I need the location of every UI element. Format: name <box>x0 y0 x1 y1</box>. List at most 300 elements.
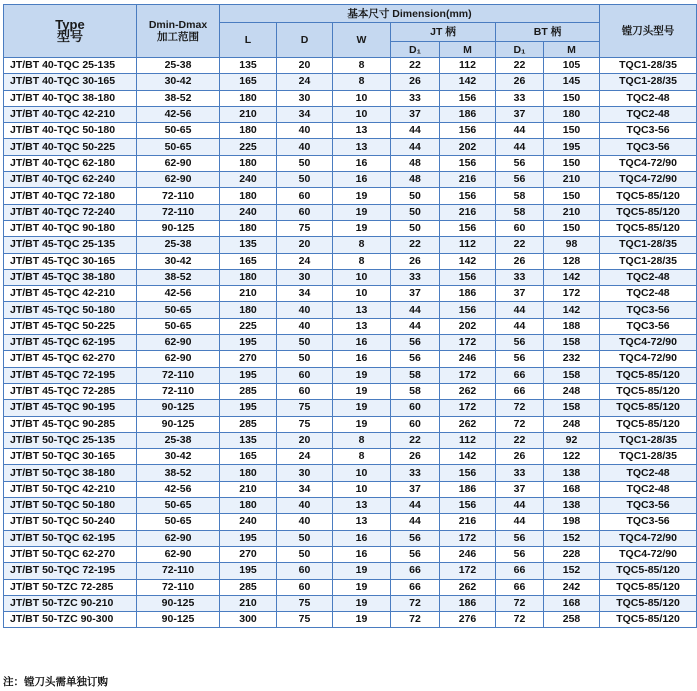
range-cell: 90-125 <box>137 416 220 432</box>
jt-d1-cell: 37 <box>391 481 440 497</box>
range-cell: 25-38 <box>137 432 220 448</box>
l-cell: 195 <box>220 367 277 383</box>
bt-m-cell: 232 <box>544 351 600 367</box>
d-cell: 40 <box>277 318 333 334</box>
model-cell: JT/BT 40-TQC 30-165 <box>4 74 137 90</box>
jt-m-cell: 262 <box>440 579 496 595</box>
spec-sheet <box>3 4 680 628</box>
model-cell: JT/BT 50-TQC 30-165 <box>4 449 137 465</box>
table-row <box>4 74 697 90</box>
w-cell: 19 <box>333 416 391 432</box>
range-cell: 38-52 <box>137 269 220 285</box>
head-model-cell: TQC4-72/90 <box>600 335 697 351</box>
jt-group-header: JT 柄 <box>391 23 496 42</box>
jt-d1-header: D₁ <box>391 42 440 58</box>
w-cell: 19 <box>333 595 391 611</box>
w-cell: 13 <box>333 498 391 514</box>
head-model-cell: TQC2-48 <box>600 90 697 106</box>
model-cell: JT/BT 50-TQC 62-270 <box>4 546 137 562</box>
d-cell: 30 <box>277 465 333 481</box>
w-cell: 13 <box>333 123 391 139</box>
bt-m-cell: 168 <box>544 595 600 611</box>
head-model-cell: TQC5-85/120 <box>600 188 697 204</box>
jt-m-cell: 172 <box>440 335 496 351</box>
model-cell: JT/BT 45-TQC 25-135 <box>4 237 137 253</box>
range-cell: 62-90 <box>137 335 220 351</box>
bt-d1-cell: 26 <box>496 74 544 90</box>
bt-d1-cell: 44 <box>496 302 544 318</box>
head-model-cell: TQC3-56 <box>600 318 697 334</box>
model-cell: JT/BT 40-TQC 50-225 <box>4 139 137 155</box>
w-cell: 13 <box>333 302 391 318</box>
head-model-cell: TQC1-28/35 <box>600 449 697 465</box>
bt-d1-cell: 60 <box>496 220 544 236</box>
w-cell: 13 <box>333 318 391 334</box>
bt-m-cell: 158 <box>544 400 600 416</box>
jt-m-cell: 276 <box>440 612 496 628</box>
l-cell: 210 <box>220 286 277 302</box>
w-cell: 13 <box>333 514 391 530</box>
w-cell: 19 <box>333 367 391 383</box>
model-cell: JT/BT 50-TQC 62-195 <box>4 530 137 546</box>
bt-m-cell: 105 <box>544 58 600 74</box>
head-model-cell: TQC5-85/120 <box>600 367 697 383</box>
jt-m-cell: 142 <box>440 74 496 90</box>
bt-m-cell: 228 <box>544 546 600 562</box>
bt-m-cell: 195 <box>544 139 600 155</box>
l-cell: 270 <box>220 546 277 562</box>
d-cell: 60 <box>277 383 333 399</box>
jt-m-cell: 186 <box>440 595 496 611</box>
jt-m-cell: 216 <box>440 172 496 188</box>
jt-d1-cell: 26 <box>391 253 440 269</box>
jt-m-cell: 246 <box>440 546 496 562</box>
model-cell: JT/BT 45-TQC 30-165 <box>4 253 137 269</box>
d-cell: 30 <box>277 90 333 106</box>
jt-d1-cell: 33 <box>391 90 440 106</box>
jt-m-cell: 156 <box>440 188 496 204</box>
l-cell: 180 <box>220 90 277 106</box>
d-cell: 50 <box>277 546 333 562</box>
head-model-cell: TQC5-85/120 <box>600 383 697 399</box>
w-cell: 19 <box>333 400 391 416</box>
d-cell: 34 <box>277 481 333 497</box>
bt-d1-cell: 72 <box>496 595 544 611</box>
jt-d1-cell: 33 <box>391 269 440 285</box>
bt-m-cell: 138 <box>544 465 600 481</box>
type-header-en: Type <box>55 17 85 32</box>
bt-d1-cell: 26 <box>496 449 544 465</box>
head-model-cell: TQC3-56 <box>600 302 697 318</box>
jt-d1-cell: 44 <box>391 318 440 334</box>
range-cell: 90-125 <box>137 400 220 416</box>
bt-m-cell: 188 <box>544 318 600 334</box>
head-model-cell: TQC4-72/90 <box>600 530 697 546</box>
jt-m-cell: 172 <box>440 400 496 416</box>
w-header: W <box>333 23 391 58</box>
d-cell: 50 <box>277 530 333 546</box>
bt-m-cell: 242 <box>544 579 600 595</box>
jt-d1-cell: 26 <box>391 74 440 90</box>
w-cell: 19 <box>333 579 391 595</box>
table-row <box>4 579 697 595</box>
bt-d1-cell: 56 <box>496 530 544 546</box>
l-cell: 180 <box>220 269 277 285</box>
jt-d1-cell: 50 <box>391 220 440 236</box>
head-model-cell: TQC1-28/35 <box>600 432 697 448</box>
range-cell: 25-38 <box>137 58 220 74</box>
head-model-cell: TQC5-85/120 <box>600 220 697 236</box>
table-row <box>4 530 697 546</box>
l-cell: 270 <box>220 351 277 367</box>
model-cell: JT/BT 45-TQC 50-180 <box>4 302 137 318</box>
table-row <box>4 400 697 416</box>
head-model-cell: TQC5-85/120 <box>600 612 697 628</box>
jt-d1-cell: 56 <box>391 546 440 562</box>
range-cell: 72-110 <box>137 367 220 383</box>
range-cell: 42-56 <box>137 286 220 302</box>
l-cell: 210 <box>220 595 277 611</box>
jt-m-cell: 156 <box>440 498 496 514</box>
d-cell: 20 <box>277 432 333 448</box>
d-cell: 50 <box>277 172 333 188</box>
model-cell: JT/BT 50-TQC 42-210 <box>4 481 137 497</box>
jt-m-cell: 156 <box>440 155 496 171</box>
bt-m-header: M <box>544 42 600 58</box>
bt-d1-cell: 22 <box>496 432 544 448</box>
jt-m-cell: 186 <box>440 286 496 302</box>
table-row <box>4 269 697 285</box>
jt-d1-cell: 37 <box>391 106 440 122</box>
w-cell: 10 <box>333 481 391 497</box>
bt-d1-cell: 33 <box>496 269 544 285</box>
bt-m-cell: 248 <box>544 416 600 432</box>
jt-m-cell: 202 <box>440 139 496 155</box>
d-cell: 75 <box>277 595 333 611</box>
range-cell: 50-65 <box>137 514 220 530</box>
jt-d1-cell: 44 <box>391 123 440 139</box>
head-model-header: 镗刀头型号 <box>600 5 697 58</box>
l-header: L <box>220 23 277 58</box>
table-row <box>4 498 697 514</box>
l-cell: 285 <box>220 416 277 432</box>
bt-m-cell: 150 <box>544 123 600 139</box>
w-cell: 16 <box>333 172 391 188</box>
range-cell: 25-38 <box>137 237 220 253</box>
l-cell: 225 <box>220 318 277 334</box>
d-cell: 24 <box>277 449 333 465</box>
l-cell: 180 <box>220 302 277 318</box>
w-cell: 19 <box>333 383 391 399</box>
model-cell: JT/BT 50-TZC 72-285 <box>4 579 137 595</box>
l-cell: 195 <box>220 335 277 351</box>
range-cell: 62-90 <box>137 530 220 546</box>
range-cell: 62-90 <box>137 546 220 562</box>
bt-m-cell: 122 <box>544 449 600 465</box>
table-row <box>4 90 697 106</box>
type-header <box>4 5 137 58</box>
bt-m-cell: 258 <box>544 612 600 628</box>
head-model-cell: TQC3-56 <box>600 139 697 155</box>
table-row <box>4 351 697 367</box>
bt-d1-cell: 58 <box>496 204 544 220</box>
d-cell: 40 <box>277 302 333 318</box>
range-cell: 30-42 <box>137 253 220 269</box>
jt-d1-cell: 50 <box>391 204 440 220</box>
table-row <box>4 416 697 432</box>
range-cell: 72-110 <box>137 188 220 204</box>
range-cell: 72-110 <box>137 204 220 220</box>
l-cell: 135 <box>220 237 277 253</box>
d-cell: 40 <box>277 139 333 155</box>
d-cell: 60 <box>277 579 333 595</box>
d-cell: 20 <box>277 237 333 253</box>
bt-m-cell: 168 <box>544 481 600 497</box>
type-header-cn: 型号 <box>56 29 83 44</box>
jt-d1-cell: 22 <box>391 237 440 253</box>
table-row <box>4 612 697 628</box>
bt-d1-cell: 33 <box>496 465 544 481</box>
range-cell: 38-52 <box>137 465 220 481</box>
bt-d1-cell: 56 <box>496 155 544 171</box>
bt-m-cell: 145 <box>544 74 600 90</box>
bt-m-cell: 210 <box>544 204 600 220</box>
d-cell: 75 <box>277 220 333 236</box>
d-cell: 60 <box>277 563 333 579</box>
range-cell: 62-90 <box>137 172 220 188</box>
bt-d1-cell: 66 <box>496 383 544 399</box>
jt-m-cell: 142 <box>440 449 496 465</box>
l-cell: 135 <box>220 58 277 74</box>
head-model-cell: TQC2-48 <box>600 286 697 302</box>
head-model-cell: TQC3-56 <box>600 514 697 530</box>
table-body <box>4 58 697 628</box>
jt-d1-cell: 58 <box>391 367 440 383</box>
w-cell: 10 <box>333 106 391 122</box>
range-cell: 42-56 <box>137 106 220 122</box>
jt-d1-cell: 48 <box>391 155 440 171</box>
jt-m-header: M <box>440 42 496 58</box>
bt-d1-cell: 66 <box>496 563 544 579</box>
l-cell: 195 <box>220 530 277 546</box>
model-cell: JT/BT 45-TQC 62-195 <box>4 335 137 351</box>
d-cell: 34 <box>277 106 333 122</box>
table-row <box>4 383 697 399</box>
bt-d1-cell: 37 <box>496 286 544 302</box>
l-cell: 195 <box>220 563 277 579</box>
d-cell: 60 <box>277 204 333 220</box>
jt-d1-cell: 60 <box>391 416 440 432</box>
jt-d1-cell: 44 <box>391 302 440 318</box>
l-cell: 180 <box>220 155 277 171</box>
jt-d1-cell: 50 <box>391 188 440 204</box>
jt-d1-cell: 56 <box>391 335 440 351</box>
w-cell: 19 <box>333 220 391 236</box>
jt-m-cell: 172 <box>440 530 496 546</box>
range-cell: 72-110 <box>137 579 220 595</box>
bt-m-cell: 210 <box>544 172 600 188</box>
head-model-cell: TQC2-48 <box>600 465 697 481</box>
bt-m-cell: 152 <box>544 563 600 579</box>
model-cell: JT/BT 40-TQC 72-180 <box>4 188 137 204</box>
jt-d1-cell: 33 <box>391 465 440 481</box>
jt-m-cell: 112 <box>440 58 496 74</box>
model-cell: JT/BT 40-TQC 90-180 <box>4 220 137 236</box>
range-cell: 50-65 <box>137 302 220 318</box>
d-cell: 40 <box>277 514 333 530</box>
d-cell: 75 <box>277 416 333 432</box>
table-row <box>4 302 697 318</box>
range-header-cn: 加工范围 <box>157 31 199 43</box>
bt-d1-cell: 33 <box>496 90 544 106</box>
d-cell: 50 <box>277 155 333 171</box>
head-model-cell: TQC5-85/120 <box>600 204 697 220</box>
range-cell: 90-125 <box>137 595 220 611</box>
table-row <box>4 514 697 530</box>
head-model-cell: TQC3-56 <box>600 498 697 514</box>
head-model-cell: TQC5-85/120 <box>600 563 697 579</box>
jt-d1-cell: 44 <box>391 139 440 155</box>
bt-m-cell: 172 <box>544 286 600 302</box>
head-model-cell: TQC5-85/120 <box>600 400 697 416</box>
jt-d1-cell: 60 <box>391 400 440 416</box>
d-cell: 40 <box>277 123 333 139</box>
range-cell: 50-65 <box>137 318 220 334</box>
w-cell: 8 <box>333 74 391 90</box>
jt-m-cell: 262 <box>440 416 496 432</box>
bt-m-cell: 98 <box>544 237 600 253</box>
jt-d1-cell: 22 <box>391 432 440 448</box>
bt-m-cell: 150 <box>544 220 600 236</box>
jt-m-cell: 186 <box>440 106 496 122</box>
bt-d1-header: D₁ <box>496 42 544 58</box>
model-cell: JT/BT 50-TZC 90-300 <box>4 612 137 628</box>
l-cell: 165 <box>220 449 277 465</box>
bt-d1-cell: 58 <box>496 188 544 204</box>
range-cell: 90-125 <box>137 220 220 236</box>
bt-d1-cell: 37 <box>496 106 544 122</box>
w-cell: 10 <box>333 90 391 106</box>
l-cell: 180 <box>220 465 277 481</box>
range-cell: 50-65 <box>137 123 220 139</box>
range-cell: 30-42 <box>137 74 220 90</box>
bt-group-header: BT 柄 <box>496 23 600 42</box>
table-row <box>4 595 697 611</box>
model-cell: JT/BT 40-TQC 25-135 <box>4 58 137 74</box>
model-cell: JT/BT 45-TQC 90-195 <box>4 400 137 416</box>
bt-m-cell: 150 <box>544 155 600 171</box>
d-cell: 50 <box>277 351 333 367</box>
w-cell: 8 <box>333 253 391 269</box>
model-cell: JT/BT 45-TQC 72-195 <box>4 367 137 383</box>
head-model-cell: TQC1-28/35 <box>600 237 697 253</box>
bt-d1-cell: 56 <box>496 172 544 188</box>
model-cell: JT/BT 50-TQC 50-240 <box>4 514 137 530</box>
bt-m-cell: 150 <box>544 188 600 204</box>
table-row <box>4 188 697 204</box>
l-cell: 240 <box>220 514 277 530</box>
d-cell: 50 <box>277 335 333 351</box>
bt-d1-cell: 56 <box>496 335 544 351</box>
table-row <box>4 465 697 481</box>
d-cell: 24 <box>277 253 333 269</box>
bt-m-cell: 138 <box>544 498 600 514</box>
table-row <box>4 449 697 465</box>
model-cell: JT/BT 45-TQC 72-285 <box>4 383 137 399</box>
bt-d1-cell: 22 <box>496 237 544 253</box>
jt-d1-cell: 58 <box>391 383 440 399</box>
model-cell: JT/BT 45-TQC 90-285 <box>4 416 137 432</box>
jt-m-cell: 216 <box>440 204 496 220</box>
head-model-cell: TQC2-48 <box>600 106 697 122</box>
range-cell: 42-56 <box>137 481 220 497</box>
jt-d1-cell: 72 <box>391 612 440 628</box>
l-cell: 195 <box>220 400 277 416</box>
model-cell: JT/BT 45-TQC 50-225 <box>4 318 137 334</box>
table-row <box>4 139 697 155</box>
bt-d1-cell: 26 <box>496 253 544 269</box>
w-cell: 13 <box>333 139 391 155</box>
head-model-cell: TQC1-28/35 <box>600 74 697 90</box>
l-cell: 225 <box>220 139 277 155</box>
l-cell: 210 <box>220 481 277 497</box>
head-model-cell: TQC4-72/90 <box>600 546 697 562</box>
jt-d1-cell: 56 <box>391 530 440 546</box>
w-cell: 19 <box>333 563 391 579</box>
bt-m-cell: 128 <box>544 253 600 269</box>
w-cell: 10 <box>333 286 391 302</box>
bt-d1-cell: 37 <box>496 481 544 497</box>
table-row <box>4 237 697 253</box>
bt-d1-cell: 22 <box>496 58 544 74</box>
jt-m-cell: 156 <box>440 123 496 139</box>
jt-m-cell: 172 <box>440 563 496 579</box>
jt-d1-cell: 56 <box>391 351 440 367</box>
head-model-cell: TQC4-72/90 <box>600 155 697 171</box>
jt-d1-cell: 66 <box>391 563 440 579</box>
head-model-cell: TQC1-28/35 <box>600 58 697 74</box>
bt-m-cell: 92 <box>544 432 600 448</box>
jt-d1-cell: 22 <box>391 58 440 74</box>
bt-m-cell: 150 <box>544 90 600 106</box>
bt-m-cell: 142 <box>544 269 600 285</box>
d-cell: 20 <box>277 58 333 74</box>
jt-m-cell: 156 <box>440 302 496 318</box>
head-model-cell: TQC2-48 <box>600 269 697 285</box>
spec-table <box>3 4 697 628</box>
w-cell: 19 <box>333 204 391 220</box>
table-row <box>4 367 697 383</box>
table-row <box>4 432 697 448</box>
table-row <box>4 155 697 171</box>
jt-m-cell: 112 <box>440 432 496 448</box>
footnote: 注：镗刀头需单独订购 <box>3 676 108 688</box>
model-cell: JT/BT 45-TQC 42-210 <box>4 286 137 302</box>
range-header-en: Dmin-Dmax <box>148 19 208 31</box>
w-cell: 16 <box>333 351 391 367</box>
table-row <box>4 106 697 122</box>
bt-m-cell: 152 <box>544 530 600 546</box>
bt-d1-cell: 44 <box>496 514 544 530</box>
range-cell: 72-110 <box>137 563 220 579</box>
head-model-cell: TQC3-56 <box>600 123 697 139</box>
range-cell: 62-90 <box>137 155 220 171</box>
w-cell: 10 <box>333 269 391 285</box>
header-row-1 <box>4 5 697 23</box>
l-cell: 165 <box>220 253 277 269</box>
head-model-cell: TQC5-85/120 <box>600 579 697 595</box>
range-cell: 72-110 <box>137 383 220 399</box>
